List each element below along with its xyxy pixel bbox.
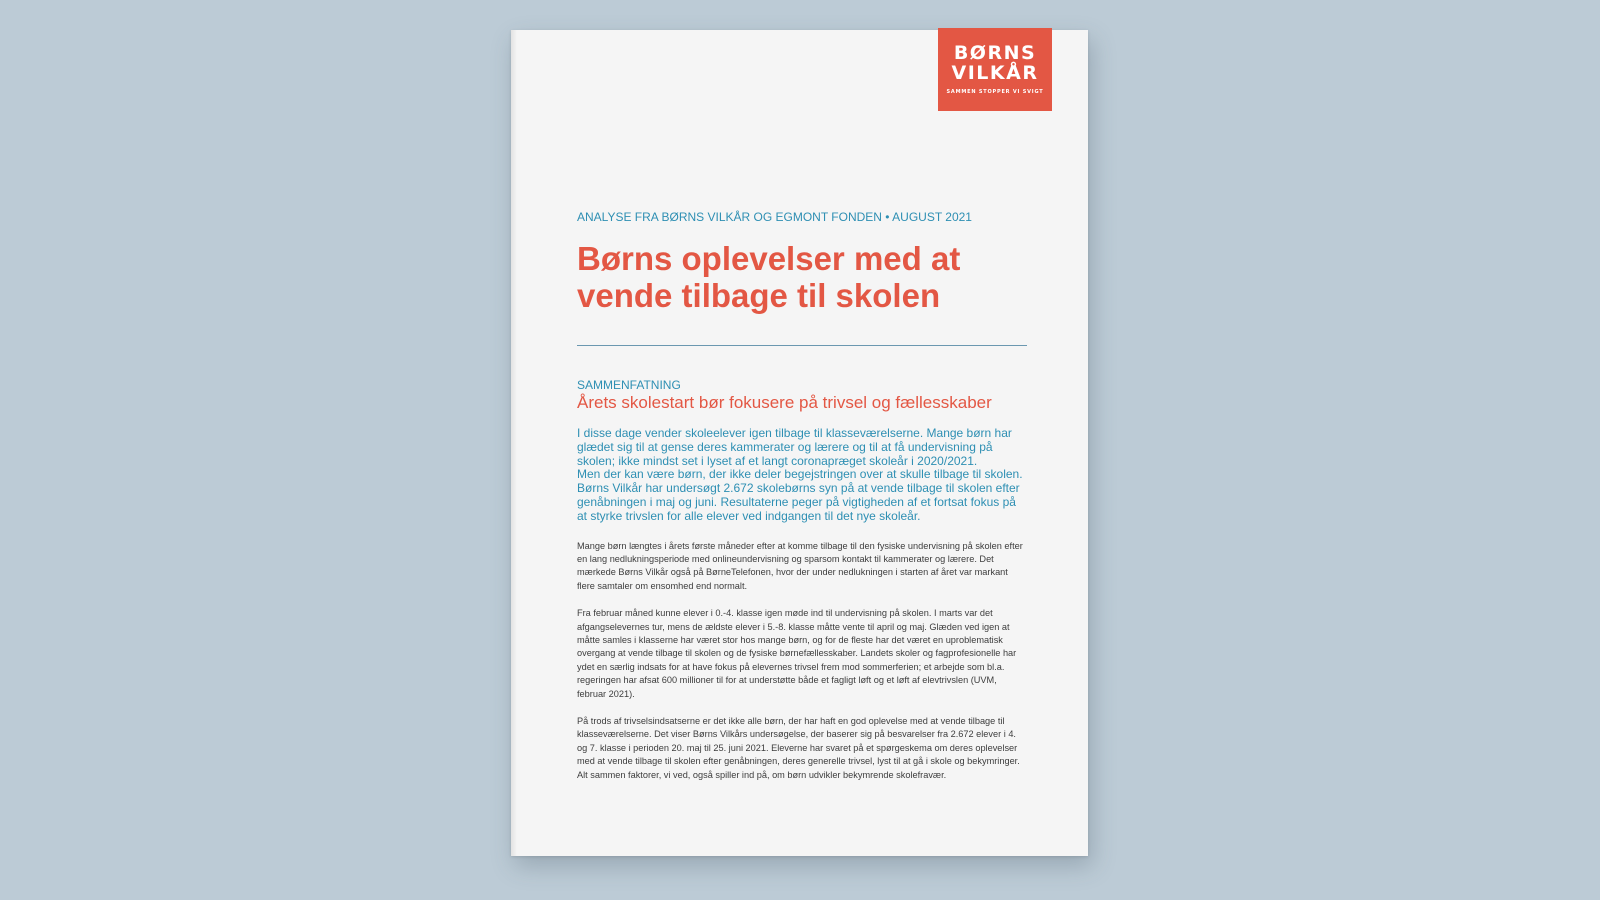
logo-line-2: VILKÅR: [951, 62, 1039, 84]
logo-tagline: SAMMEN STOPPER VI SVIGT: [946, 89, 1044, 95]
body-paragraph: På trods af trivselsindsatserne er det ikke alle børn, der har haft en god oplevelse med at vende tilbage til klasseværelserne. Det viser Børns Vilkårs undersøgelse, der baserer sig på besvarelser fra 2.672 elever i 4. og 7. klasse i perioden 20. maj til 25. juni 2021. Eleverne har svaret på et spørgeskema om deres oplevelser med at vende tilbage til skolen efter genåbningen, deres generelle trivsel, lyst til at gå i skole og bekymringer. Alt sammen faktorer, vi ved, også spiller ind på, om børn udvikler bekymrende skolefravær.: [577, 716, 1020, 780]
borns-vilkar-logo: [938, 28, 1052, 111]
report-content: [577, 210, 1027, 796]
report-kicker: ANALYSE FRA BØRNS VILKÅR OG EGMONT FONDEN • AUGUST 2021: [577, 210, 972, 224]
summary-label: SAMMENFATNING: [577, 378, 681, 392]
body-paragraph: Fra februar måned kunne elever i 0.-4. klasse igen møde ind til undervisning på skolen. I marts var det afgangselevernes tur, mens de ældste elever i 5.-8. klasse måtte vente til april og maj. Glæden ved igen at måtte samles i klasserne har været stor hos mange børn, og for de fleste har det været en uproblematisk overgang at vende tilbage til skolen og de fysiske børnefællesskaber. Landets skoler og fagprofesionelle har ydet en særlig indsats for at have fokus på elevernes trivsel frem mod sommerferien; et arbejde som bl.a. regeringen har afsat 600 millioner til for at understøtte både et fagligt løft og et løft af elevtrivslen (UVM, februar 2021).: [577, 608, 1017, 699]
summary-lead-paragraph: Men der kan være børn, der ikke deler begejstringen over at skulle tilbage til skolen. Børns Vilkår har undersøgt 2.672 skolebørns syn på at vende tilbage til skolen efter genåbningen i maj og juni. Resultaterne peger på vigtigheden af et fortsat fokus på at styrke trivslen for alle elever ved indgangen til det nye skoleår.: [577, 467, 1023, 523]
body-paragraph: Mange børn længtes i årets første måneder efter at komme tilbage til den fysiske undervisning på skolen efter en lang nedlukningsperiode med onlineundervisning og sparsom kontakt til kammerater og lærere. Det mærkede Børns Vilkår også på BørneTelefonen, hvor der under nedlukningen i starten af året var markant flere samtaler om ensomhed end normalt.: [577, 540, 1023, 591]
summary-subtitle: Årets skolestart bør fokusere på trivsel og fællesskaber: [577, 393, 992, 412]
report-page: [511, 30, 1088, 856]
report-title: Børns oplevelser med at vende tilbage til skolen: [577, 240, 961, 314]
summary-lead-paragraph: I disse dage vender skoleelever igen tilbage til klasseværelserne. Mange børn har glædet sig til at gense deres kammerater og lærere og til at få undervisning på skolen; ikke mindst set i lyset af et langt coronapræget skoleår i 2020/2021.: [577, 426, 1012, 468]
logo-line-1: BØRNS: [953, 42, 1037, 64]
title-divider: [577, 345, 1027, 346]
summary-lead: [577, 427, 1027, 524]
